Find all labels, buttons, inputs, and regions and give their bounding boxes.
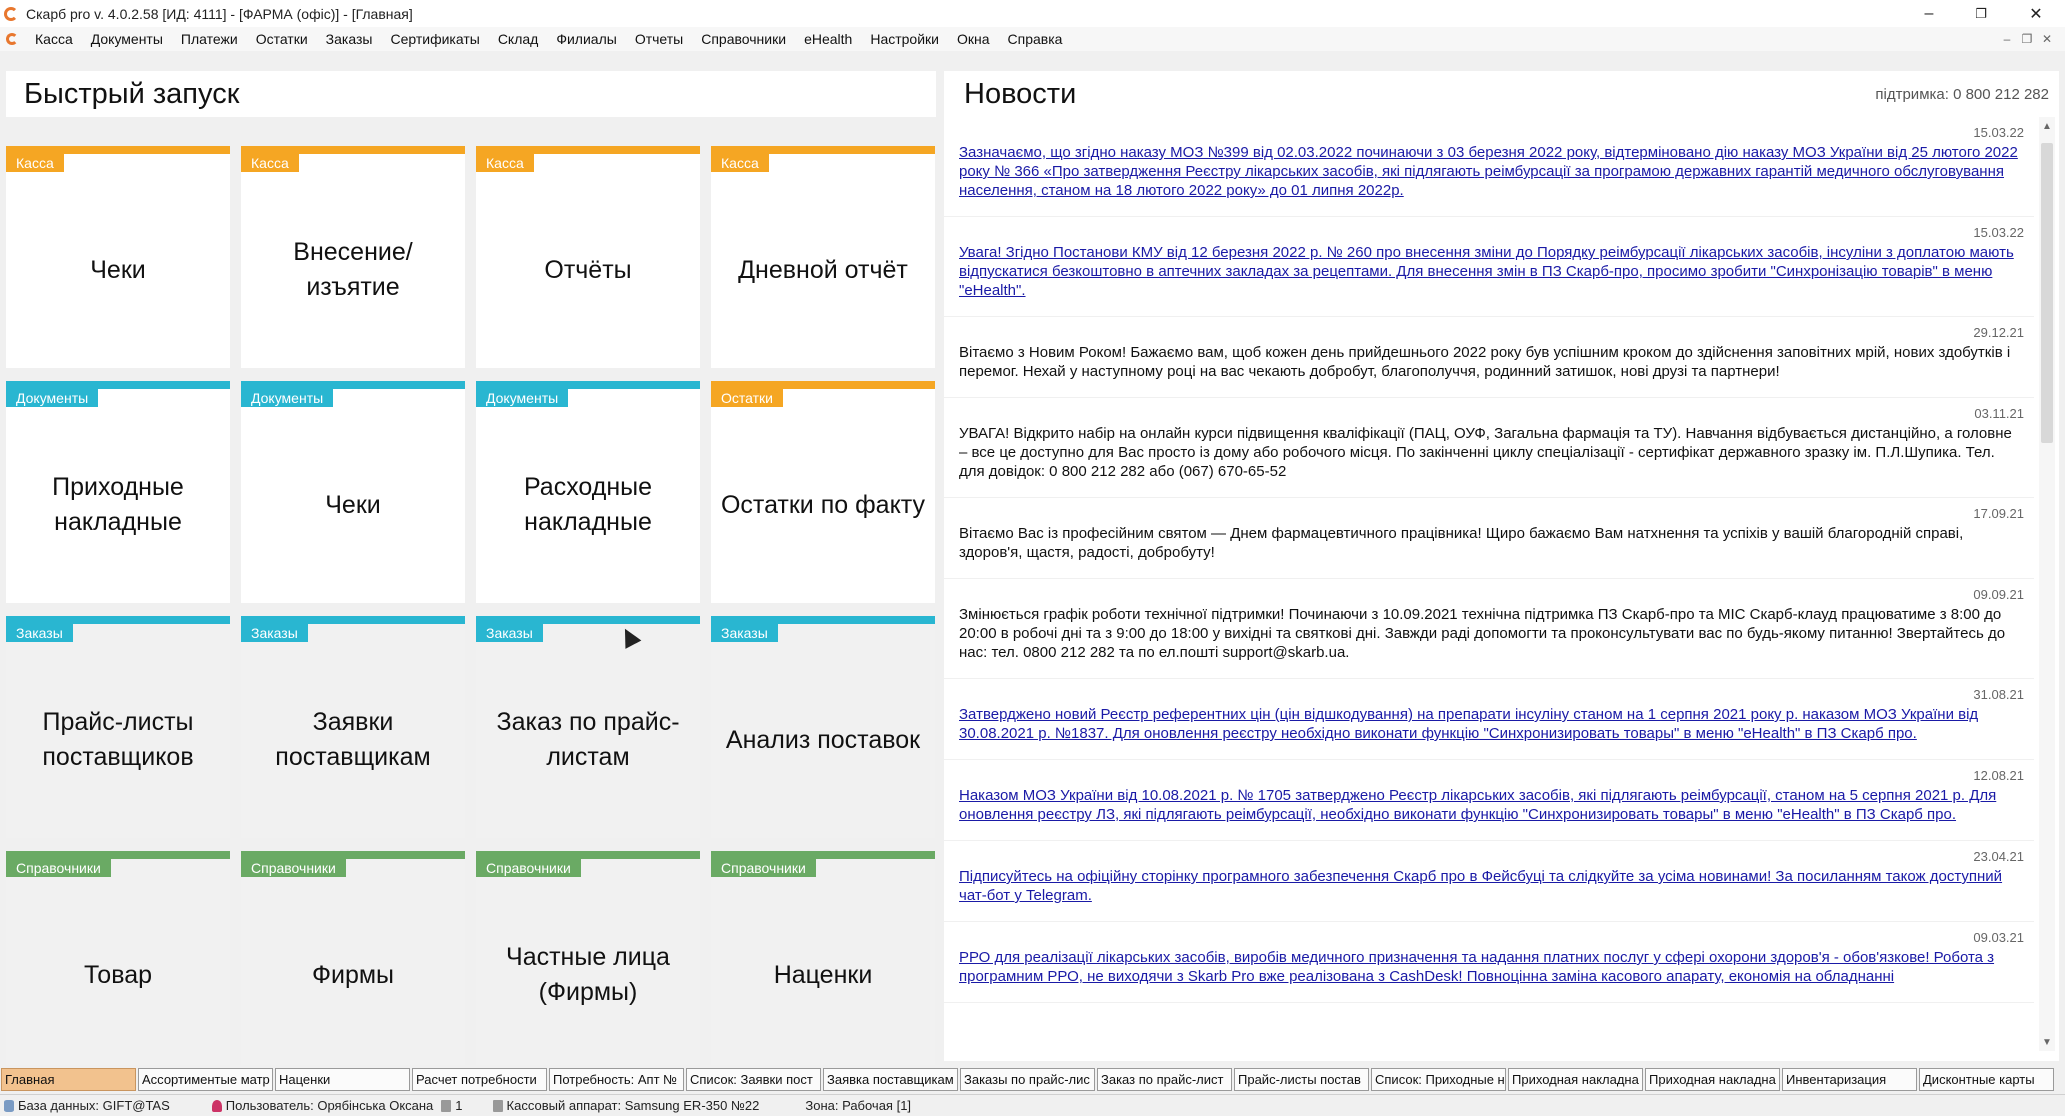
- quick-launch-tile[interactable]: [711, 616, 935, 838]
- tile-color-bar: [711, 616, 935, 624]
- news-date: 03.11.21: [1974, 406, 2024, 421]
- news-link[interactable]: Наказом МОЗ України від 10.08.2021 р. № 1705 затверджено Реєстр лікарських засобів, які підлягають реімбурсації, станом на 5 серпня 2021 р. Для оновлення реєстру ЛЗ, які підлягають реімбурсації, необхідно виконати функцію "Синхронизировать товары" в меню "eHealth" в ПЗ Скарб про.: [959, 787, 1997, 823]
- news-item: [944, 117, 2034, 217]
- quick-launch-tile[interactable]: [6, 851, 230, 1073]
- quick-launch-tile[interactable]: [476, 146, 700, 368]
- news-scrollbar[interactable]: [2039, 117, 2055, 1051]
- status-bar: [0, 1094, 2065, 1116]
- news-item: [944, 498, 2034, 579]
- workspace: [0, 51, 2065, 1065]
- news-date: 15.03.22: [1973, 125, 2024, 140]
- status-user: [208, 1098, 463, 1113]
- tile-category-tag: Касса: [711, 154, 769, 172]
- menu-item[interactable]: Справочники: [701, 31, 787, 47]
- window-tab[interactable]: Заказ по прайс-лист: [1097, 1068, 1232, 1091]
- mdi-restore-button[interactable]: ❐: [2021, 32, 2033, 46]
- close-button[interactable]: ✕: [2029, 5, 2043, 23]
- news-item: [944, 679, 2034, 760]
- cash-register-icon: [493, 1100, 503, 1112]
- tile-label: Расходные накладные: [523, 473, 653, 536]
- tile-color-bar: [476, 381, 700, 389]
- tile-category-tag: Справочники: [711, 859, 816, 877]
- tile-label: Заявки поставщикам: [275, 708, 431, 771]
- mdi-close-button[interactable]: ✕: [2041, 32, 2053, 46]
- menu-bar: [0, 27, 2065, 51]
- menu-item[interactable]: Справка: [1007, 31, 1063, 47]
- app-logo-icon: [4, 7, 18, 21]
- news-item: [944, 922, 2034, 1003]
- zone-label: Зона: Рабочая [1]: [805, 1098, 912, 1113]
- tile-color-bar: [241, 381, 465, 389]
- menu-item[interactable]: Отчеты: [634, 31, 684, 47]
- news-item: [944, 398, 2034, 498]
- news-item: [944, 579, 2034, 679]
- scroll-thumb[interactable]: [2041, 143, 2053, 443]
- tile-color-bar: [711, 381, 935, 389]
- tile-category-tag: Документы: [6, 389, 98, 407]
- tile-label: Чеки: [325, 490, 381, 519]
- quick-launch-tile[interactable]: [6, 616, 230, 838]
- tile-color-bar: [711, 851, 935, 859]
- tile-color-bar: [6, 851, 230, 859]
- window-tab[interactable]: Наценки: [275, 1068, 410, 1091]
- user-label: Пользователь: Орябінська Оксана: [225, 1098, 434, 1113]
- menu-item[interactable]: Настройки: [870, 31, 939, 47]
- menu-item[interactable]: Сертификаты: [390, 31, 480, 47]
- tile-color-bar: [241, 616, 465, 624]
- quick-launch-tile[interactable]: [711, 851, 935, 1073]
- news-item: [944, 760, 2034, 841]
- tile-label: Чеки: [90, 255, 146, 284]
- tile-color-bar: [6, 146, 230, 154]
- user-icon: [212, 1100, 222, 1112]
- window-tab[interactable]: Инвентаризация: [1782, 1068, 1917, 1091]
- quick-launch-tile[interactable]: [476, 851, 700, 1073]
- news-title: Новости: [964, 78, 1077, 110]
- news-header: [944, 71, 2059, 117]
- news-date: 29.12.21: [1973, 325, 2024, 340]
- tile-category-tag: Касса: [6, 154, 64, 172]
- tile-category-tag: Документы: [241, 389, 333, 407]
- menu-item[interactable]: Касса: [35, 31, 73, 47]
- tile-label: Дневной отчёт: [738, 255, 908, 284]
- scroll-up-icon[interactable]: ▲: [2042, 120, 2052, 132]
- window-tab[interactable]: Прайс-листы постав: [1234, 1068, 1369, 1091]
- tile-category-tag: Заказы: [476, 624, 543, 642]
- cash-register-label: Кассовый аппарат: Samsung ER-350 №22: [506, 1098, 760, 1113]
- window-title: Скарб pro v. 4.0.2.58 [ИД: 4111] - [ФАРМА (офіс)] - [Главная]: [26, 5, 413, 22]
- tile-category-tag: Касса: [476, 154, 534, 172]
- window-tab[interactable]: Приходная накладна: [1645, 1068, 1780, 1091]
- window-tab[interactable]: Приходная накладна: [1508, 1068, 1643, 1091]
- tile-color-bar: [476, 146, 700, 154]
- window-tab[interactable]: Дисконтные карты: [1919, 1068, 2054, 1091]
- news-text: Вітаємо Вас із професійним святом — Днем фармацевтичного працівника! Щиро бажаємо Вам натхнення та успіхів у вашій благородній справі, здоров'я, щастя, радості, добробуту!: [959, 525, 1964, 561]
- tile-label: Остатки по факту: [720, 490, 926, 519]
- quick-launch-tile[interactable]: [476, 381, 700, 603]
- news-text: УВАГА! Відкрито набір на онлайн курси підвищення кваліфікації (ПАЦ, ОУФ, Загальна фармація та ТУ). Навчання відбувається дистанційно, а головне – все це доступно для Вас просто із дому або робочого місця. По закінченні циклу спеціалізації - сертифікат державного зразку ім. П.Л.Шупика. Тел. для довідок: 0 800 212 282 або (067) 670-65-52: [959, 425, 2012, 480]
- news-date: 23.04.21: [1973, 849, 2024, 864]
- tile-label: Фирмы: [311, 960, 395, 989]
- news-link[interactable]: Затверджено новий Реєстр референтних цін (цін відшкодування) на препарати інсуліну станом на 1 серпня 2021 року р. наказом МОЗ України від 30.08.2021 р. №1837. Для оновлення реєстру необхідно виконати функцію "Синхронизировать товары" в меню "eHealth" в ПЗ Скарб про.: [959, 706, 1979, 742]
- tile-category-tag: Заказы: [241, 624, 308, 642]
- tile-category-tag: Заказы: [711, 624, 778, 642]
- window-tab[interactable]: Главная: [1, 1068, 136, 1091]
- status-database: [0, 1098, 170, 1113]
- tile-color-bar: [6, 381, 230, 389]
- news-text: Вітаємо з Новим Роком! Бажаємо вам, щоб кожен день прийдешнього 2022 року був успішним кроком до здійснення заповітних мрій, нових здобутків і перемог. Нехай у наступному році на вас чекають добробут, благополуччя, родинний затишок, нові друзі та партнери!: [959, 344, 2011, 380]
- quick-launch-tile[interactable]: [6, 146, 230, 368]
- menu-item[interactable]: eHealth: [804, 31, 853, 47]
- tile-label: Внесение/изъятие: [293, 238, 413, 301]
- news-date: 15.03.22: [1973, 225, 2024, 240]
- mdi-minimize-button[interactable]: –: [2003, 32, 2011, 46]
- scroll-down-icon[interactable]: ▼: [2042, 1036, 2052, 1048]
- news-date: 12.08.21: [1973, 768, 2024, 783]
- tile-label: Отчёты: [544, 255, 632, 284]
- news-item: [944, 217, 2034, 317]
- tile-label: Приходные накладные: [52, 473, 184, 536]
- quick-launch-title: Быстрый запуск: [24, 78, 240, 110]
- menu-item[interactable]: Склад: [497, 31, 539, 47]
- mdi-app-icon[interactable]: [6, 33, 18, 45]
- tile-color-bar: [711, 146, 935, 154]
- tile-label: Прайс-листы поставщиков: [42, 708, 194, 771]
- tile-label: Заказ по прайс-листам: [496, 708, 680, 771]
- tile-category-tag: Документы: [476, 389, 568, 407]
- quick-launch-tile[interactable]: [476, 616, 700, 838]
- window-tab[interactable]: Заявка поставщикам: [823, 1068, 958, 1091]
- news-item: [944, 841, 2034, 922]
- quick-launch-tile[interactable]: [241, 381, 465, 603]
- quick-launch-tile[interactable]: [241, 616, 465, 838]
- window-tab[interactable]: Ассортиментые матр: [138, 1068, 273, 1091]
- users-count-icon: [441, 1100, 451, 1112]
- support-phone: підтримка: 0 800 212 282: [1875, 86, 2049, 103]
- status-cash-register: [489, 1098, 760, 1113]
- menu-item[interactable]: Заказы: [325, 31, 373, 47]
- tile-category-tag: Заказы: [6, 624, 73, 642]
- window-tabs-bar: [0, 1065, 2065, 1094]
- minimize-button[interactable]: –: [1924, 4, 1934, 22]
- tile-color-bar: [476, 616, 700, 624]
- window-tab[interactable]: Заказы по прайс-лис: [960, 1068, 1095, 1091]
- news-item: [944, 317, 2034, 398]
- tile-color-bar: [241, 146, 465, 154]
- news-date: 09.09.21: [1973, 587, 2024, 602]
- news-link[interactable]: Підписуйтесь на офіційну сторінку програмного забезпечення Скарб про в Фейсбуці та слідкуйте за усіма новинами! За посиланням також доступний чат-бот у Telegram.: [959, 868, 2003, 904]
- title-bar: [0, 0, 2065, 27]
- tile-category-tag: Справочники: [241, 859, 346, 877]
- tile-label: Товар: [83, 960, 153, 989]
- database-label: База данных: GIFT@TAS: [18, 1098, 170, 1113]
- tile-color-bar: [241, 851, 465, 859]
- menu-item[interactable]: Документы: [90, 31, 163, 47]
- news-list: [944, 117, 2034, 1051]
- news-link[interactable]: Зазначаємо, що згідно наказу МОЗ №399 від 02.03.2022 починаючи з 03 березня 2022 року, відтерміновано дію наказу МОЗ України від 25 лютого 2022 року № 366 «Про затвердження Реєстру лікарських засобів, які підлягають реімбурсації за програмою державних гарантій медичного обслуговування населення, станом на 18 лютого 2022 року» до 01 липня 2022р.: [959, 144, 2018, 199]
- news-link[interactable]: РРО для реалізації лікарських засобів, виробів медичного призначення та надання платних послуг у сфері охорони здоров'я - обов'язкове! Робота з програмним РРО, не виходячи з Skarb Pro вже реалізована з CashDesk! Повноцінна заміна касового апарату, економія на обладнанні: [959, 949, 1995, 985]
- news-date: 31.08.21: [1973, 687, 2024, 702]
- tile-category-tag: Касса: [241, 154, 299, 172]
- menu-item[interactable]: Окна: [956, 31, 990, 47]
- news-date: 09.03.21: [1973, 930, 2024, 945]
- quick-launch-tile[interactable]: [241, 851, 465, 1073]
- tile-label: Анализ поставок: [725, 725, 921, 754]
- quick-launch-panel: [6, 71, 936, 1061]
- quick-launch-tile[interactable]: [711, 381, 935, 603]
- tile-category-tag: Остатки: [711, 389, 783, 407]
- news-text: Змінюється графік роботи технічної підтримки! Починаючи з 10.09.2021 технічна підтримка ПЗ Скарб-про та МІС Скарб-клауд працюватиме з 8:00 до 20:00 в робочі дні та з 9:00 до 18:00 у вихідні та святкові дні. Завжди раді допомогти та проконсультувати вас по будь-якому питанню! Звертайтесь до нас: тел. 0800 212 282 та по ел.пошті support@skarb.ua.: [959, 606, 2006, 661]
- tile-category-tag: Справочники: [476, 859, 581, 877]
- quick-launch-header: [6, 71, 936, 117]
- tile-color-bar: [476, 851, 700, 859]
- menu-item[interactable]: Остатки: [255, 31, 308, 47]
- tile-color-bar: [6, 616, 230, 624]
- menu-item[interactable]: Платежи: [180, 31, 238, 47]
- user-count: 1: [455, 1098, 463, 1113]
- quick-launch-tile[interactable]: [241, 146, 465, 368]
- window-tab[interactable]: Список: Приходные н: [1371, 1068, 1506, 1091]
- news-panel: [944, 71, 2059, 1061]
- quick-launch-tile[interactable]: [6, 381, 230, 603]
- maximize-button[interactable]: ❐: [1975, 5, 1987, 21]
- window-tab[interactable]: Расчет потребности: [412, 1068, 547, 1091]
- tile-category-tag: Справочники: [6, 859, 111, 877]
- news-date: 17.09.21: [1973, 506, 2024, 521]
- tile-label: Частные лица (Фирмы): [506, 943, 670, 1006]
- news-link[interactable]: Увага! Згідно Постанови КМУ від 12 березня 2022 р. № 260 про внесення зміни до Порядку реімбурсації лікарських засобів, інсуліни з доплатою мають відпускатися безкоштовно в аптечних закладах за рецептами. Для внесення змін в ПЗ Скарб-про, просимо зробити "Синхронізацію товарів" в меню "eHealth".: [959, 244, 2014, 299]
- menu-item[interactable]: Филиалы: [556, 31, 617, 47]
- quick-launch-tile[interactable]: [711, 146, 935, 368]
- tile-label: Наценки: [773, 960, 873, 989]
- window-tab[interactable]: Потребность: Апт №: [549, 1068, 684, 1091]
- window-tab[interactable]: Список: Заявки пост: [686, 1068, 821, 1091]
- database-icon: [4, 1100, 14, 1112]
- status-zone: [805, 1098, 911, 1113]
